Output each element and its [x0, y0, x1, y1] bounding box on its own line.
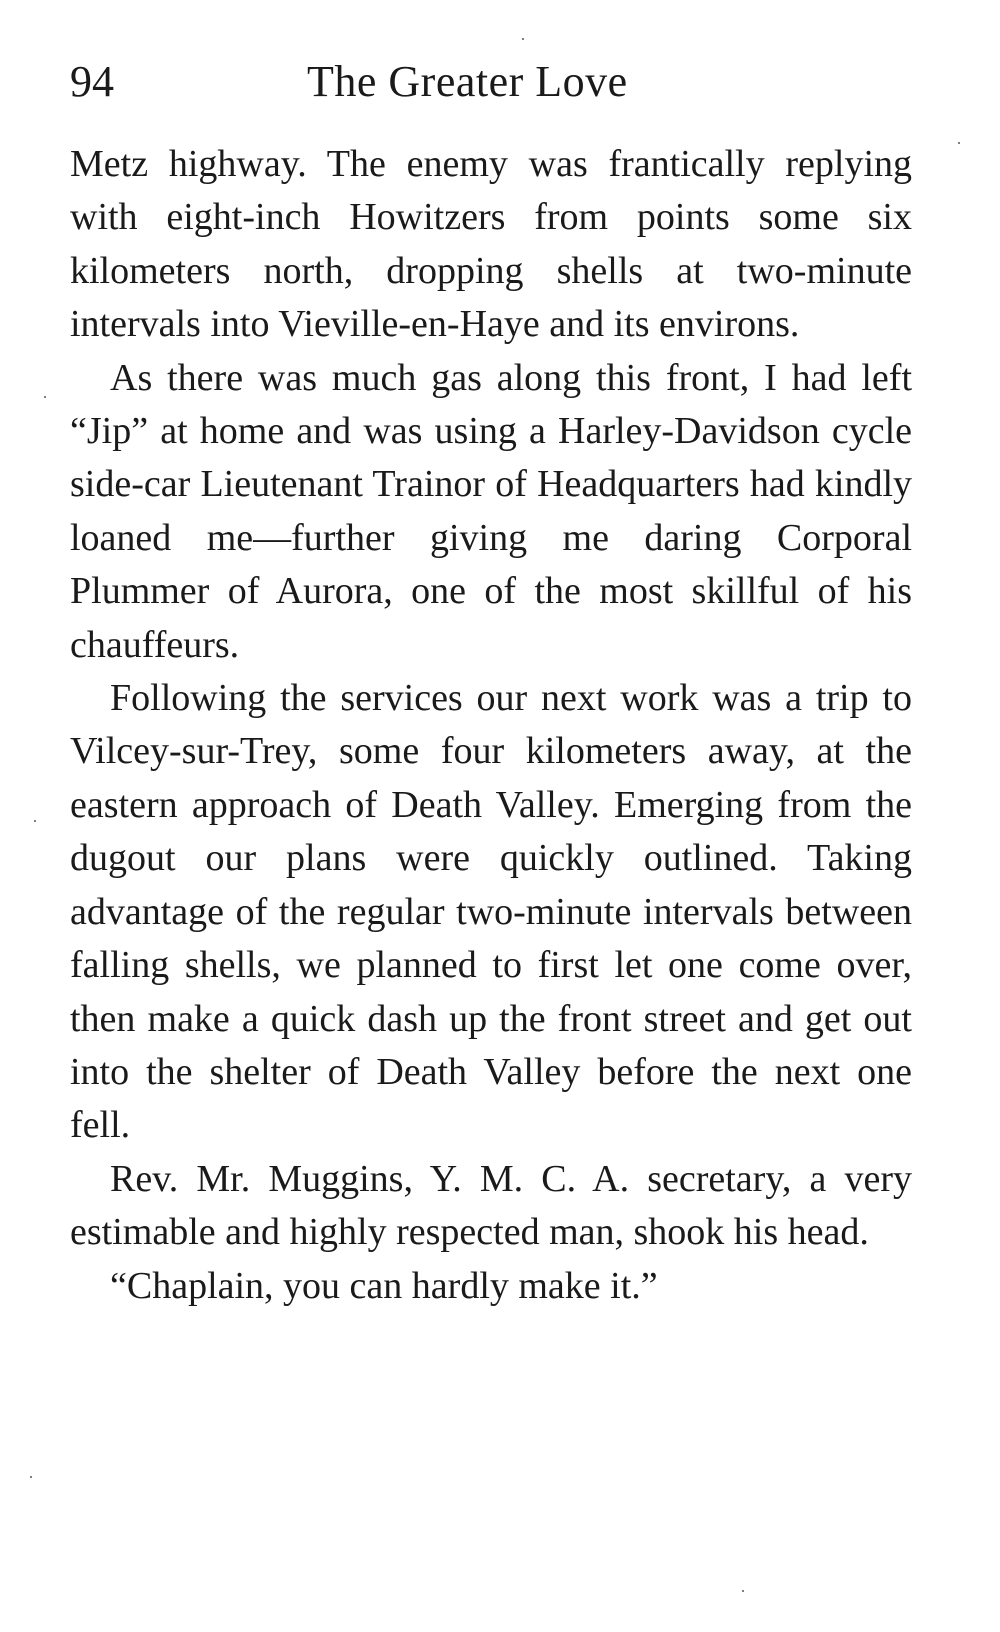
body-text	[70, 138, 912, 1313]
book-page	[70, 40, 912, 1313]
paragraph-continued: Metz highway. The enemy was frantically replying with eight-inch Howitzers from points some six kilometers north, dropping shells at two-minute intervals into Vieville-en-Haye and its environs.	[70, 143, 912, 346]
paragraph: As there was much gas along this front, I had left “Jip” at home and was using a Harley-Davidson cycle side-car Lieutenant Trainor of Headquarters had kindly loaned me—further giving me daring Corporal Plummer of Aurora, one of the most skillful of his chauffeurs.	[70, 356, 912, 666]
paragraph: Rev. Mr. Muggins, Y. M. C. A. secretary, a very estimable and highly respected man, shook his head.	[70, 1157, 912, 1254]
paragraph: “Chaplain, you can hardly make it.”	[110, 1264, 658, 1307]
print-speck	[34, 820, 36, 822]
print-speck	[522, 38, 524, 40]
print-speck	[44, 396, 46, 398]
running-title: The Greater Love	[307, 57, 628, 106]
paragraph: Following the services our next work was a trip to Vilcey-sur-Trey, some four kilometers away, at the eastern approach of Death Valley. Emerging from the dugout our plans were quickly outlined. Taking advantage of the regular two-minute intervals between falling shells, we planned to first let one come over, then make a quick dash up the front street and get out into the shelter of Death Valley before the next one fell.	[70, 677, 912, 1147]
page-number: 94	[70, 57, 114, 106]
print-speck	[30, 1476, 32, 1478]
running-head	[70, 40, 912, 124]
print-speck	[958, 142, 960, 144]
print-speck	[742, 1590, 744, 1592]
